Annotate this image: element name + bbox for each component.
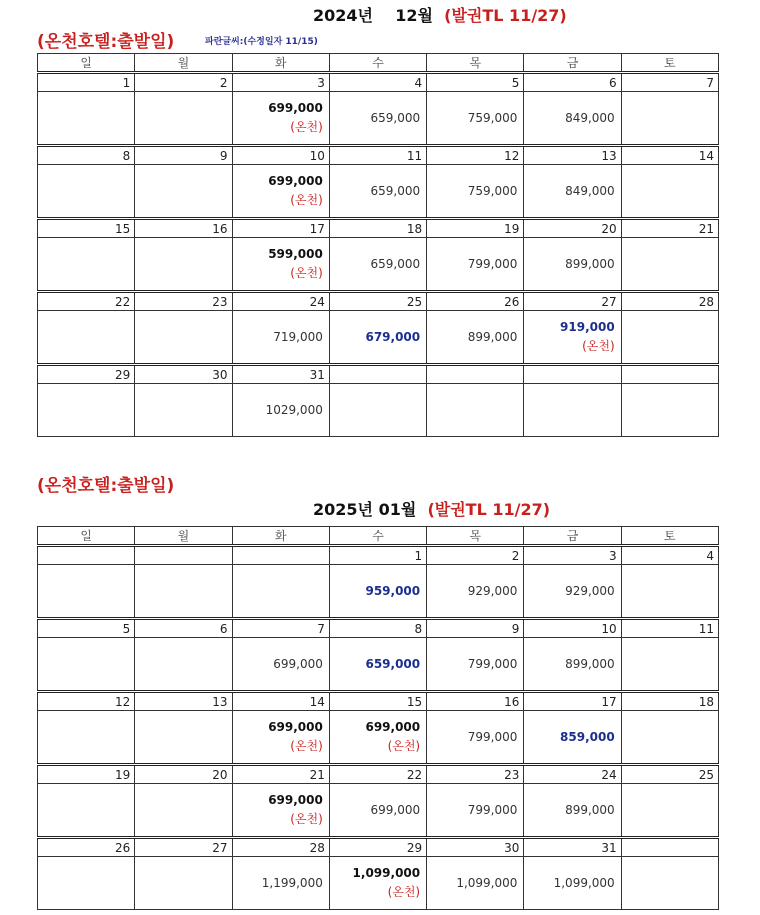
date-number: 18 [329, 219, 426, 238]
date-number: 22 [329, 765, 426, 784]
date-number: 7 [621, 73, 718, 92]
tour-price: 699,000 [370, 802, 421, 817]
date-number: 28 [621, 292, 718, 311]
calendar-january-2025 [37, 526, 719, 910]
date-number: 29 [329, 838, 426, 857]
date-number: 24 [524, 765, 621, 784]
date-number: 1 [38, 73, 135, 92]
onsen-tag: (온천) [387, 739, 421, 753]
date-number: 23 [427, 765, 524, 784]
price-cell [135, 384, 232, 437]
price-cell [232, 92, 329, 146]
title-month: 01월 [378, 500, 417, 519]
onsen-tag: (온천) [290, 193, 323, 207]
date-number: 14 [621, 146, 718, 165]
tour-price: 799,000 [467, 256, 518, 271]
tour-price: 699,000 [365, 720, 421, 734]
week-date-row [38, 619, 719, 638]
date-number: 5 [38, 619, 135, 638]
tour-price: 659,000 [365, 656, 421, 671]
onsen-tag: (온천) [290, 812, 323, 826]
price-cell [232, 311, 329, 365]
date-number: 21 [232, 765, 329, 784]
onsen-tag: (온천) [290, 266, 323, 280]
price-cell [524, 92, 621, 146]
week-date-row [38, 692, 719, 711]
price-cell [38, 311, 135, 365]
date-number: 28 [232, 838, 329, 857]
tour-price: 759,000 [467, 110, 518, 125]
price-cell [135, 711, 232, 765]
price-cell [427, 92, 524, 146]
date-number: 20 [135, 765, 232, 784]
date-number: 3 [524, 546, 621, 565]
weekday-header: 월 [135, 527, 232, 546]
date-number: 1 [329, 546, 426, 565]
date-number: 6 [135, 619, 232, 638]
date-number: 27 [524, 292, 621, 311]
tour-price: 1,099,000 [553, 875, 615, 890]
tour-price: 1,099,000 [352, 866, 421, 880]
tour-price: 659,000 [370, 110, 421, 125]
date-number [329, 365, 426, 384]
date-number: 31 [524, 838, 621, 857]
week-price-row [38, 784, 719, 838]
weekday-header: 일 [38, 54, 135, 73]
price-cell [524, 711, 621, 765]
date-number: 6 [524, 73, 621, 92]
date-number: 2 [135, 73, 232, 92]
week-price-row [38, 165, 719, 219]
tour-price: 849,000 [565, 110, 615, 125]
date-number: 17 [524, 692, 621, 711]
tour-price: 1,099,000 [456, 875, 518, 890]
tour-price: 799,000 [467, 729, 518, 744]
week-price-row [38, 638, 719, 692]
week-price-row [38, 711, 719, 765]
price-cell [38, 165, 135, 219]
date-number: 26 [38, 838, 135, 857]
week-price-row [38, 857, 719, 910]
date-number: 25 [621, 765, 718, 784]
price-cell [232, 565, 329, 619]
tour-price: 919,000 [560, 320, 615, 334]
price-cell [621, 638, 718, 692]
onsen-tag: (온천) [290, 120, 323, 134]
tour-price: 899,000 [565, 656, 615, 671]
tour-price: 859,000 [560, 729, 615, 744]
week-date-row [38, 838, 719, 857]
date-number: 29 [38, 365, 135, 384]
price-cell [329, 238, 426, 292]
tour-price: 799,000 [467, 656, 518, 671]
week-date-row [38, 73, 719, 92]
date-number: 3 [232, 73, 329, 92]
date-number: 19 [38, 765, 135, 784]
week-price-row [38, 92, 719, 146]
date-number: 4 [621, 546, 718, 565]
price-cell [38, 238, 135, 292]
price-cell [38, 384, 135, 437]
week-price-row [38, 238, 719, 292]
price-cell [38, 857, 135, 910]
price-cell [38, 711, 135, 765]
date-number [427, 365, 524, 384]
date-number: 8 [38, 146, 135, 165]
date-number: 25 [329, 292, 426, 311]
price-cell [38, 638, 135, 692]
week-price-row [38, 565, 719, 619]
weekday-header: 화 [232, 527, 329, 546]
tour-price: 659,000 [370, 183, 421, 198]
price-cell [232, 165, 329, 219]
date-number: 19 [427, 219, 524, 238]
price-cell [621, 857, 718, 910]
price-cell [524, 565, 621, 619]
date-number: 14 [232, 692, 329, 711]
weekday-header: 일 [38, 527, 135, 546]
price-cell [427, 638, 524, 692]
onsen-tag: (온천) [387, 885, 421, 899]
price-cell [621, 92, 718, 146]
price-cell [232, 857, 329, 910]
date-number: 9 [427, 619, 524, 638]
price-cell [329, 784, 426, 838]
price-cell [135, 311, 232, 365]
date-number: 24 [232, 292, 329, 311]
title-year: 2025년 [313, 500, 373, 519]
onsen-tag: (온천) [290, 739, 323, 753]
price-cell [38, 92, 135, 146]
price-cell [135, 92, 232, 146]
price-cell [621, 165, 718, 219]
weekday-header: 월 [135, 54, 232, 73]
tour-price: 929,000 [467, 583, 518, 598]
price-cell [135, 565, 232, 619]
date-number: 9 [135, 146, 232, 165]
price-cell [329, 565, 426, 619]
weekday-header-row [38, 54, 719, 73]
date-number: 18 [621, 692, 718, 711]
price-cell [232, 238, 329, 292]
week-price-row [38, 384, 719, 437]
week-date-row [38, 365, 719, 384]
date-number: 8 [329, 619, 426, 638]
date-number [232, 546, 329, 565]
onsen-tag: (온천) [582, 339, 615, 353]
price-cell [427, 311, 524, 365]
date-number: 27 [135, 838, 232, 857]
price-cell [232, 384, 329, 437]
tour-price: 699,000 [268, 793, 323, 807]
calendar-december-2024 [37, 53, 719, 437]
date-number: 21 [621, 219, 718, 238]
price-cell [38, 565, 135, 619]
price-cell [38, 784, 135, 838]
price-cell [621, 238, 718, 292]
price-cell [329, 165, 426, 219]
date-number: 11 [329, 146, 426, 165]
price-cell [524, 165, 621, 219]
date-number: 15 [329, 692, 426, 711]
price-cell [232, 784, 329, 838]
tour-price: 899,000 [565, 802, 615, 817]
tour-price: 679,000 [365, 329, 421, 344]
price-cell [524, 311, 621, 365]
date-number [38, 546, 135, 565]
tour-price: 799,000 [467, 802, 518, 817]
price-cell [427, 565, 524, 619]
price-cell [524, 238, 621, 292]
date-number: 10 [232, 146, 329, 165]
price-cell [135, 638, 232, 692]
price-cell [135, 784, 232, 838]
ticket-deadline: (발권TL 11/27) [427, 500, 551, 519]
price-cell [329, 711, 426, 765]
date-number: 16 [135, 219, 232, 238]
price-cell [427, 784, 524, 838]
price-cell [329, 92, 426, 146]
week-date-row [38, 292, 719, 311]
date-number: 13 [524, 146, 621, 165]
tour-price: 699,000 [268, 101, 323, 115]
title-month: 12월 [395, 6, 434, 25]
date-number [524, 365, 621, 384]
tour-price: 929,000 [565, 583, 615, 598]
date-number: 15 [38, 219, 135, 238]
calendar-title-january [313, 497, 550, 520]
price-cell [621, 711, 718, 765]
date-number [621, 838, 718, 857]
date-number: 16 [427, 692, 524, 711]
price-cell [427, 238, 524, 292]
week-date-row [38, 146, 719, 165]
price-cell [621, 311, 718, 365]
weekday-header: 목 [427, 527, 524, 546]
date-number: 4 [329, 73, 426, 92]
date-number: 7 [232, 619, 329, 638]
date-number: 31 [232, 365, 329, 384]
weekday-header: 수 [329, 527, 426, 546]
price-cell [621, 784, 718, 838]
tour-price: 699,000 [268, 174, 323, 188]
date-number: 26 [427, 292, 524, 311]
date-number: 30 [427, 838, 524, 857]
weekday-header-row [38, 527, 719, 546]
tour-price: 1029,000 [265, 402, 323, 417]
date-number: 17 [232, 219, 329, 238]
weekday-header: 금 [524, 54, 621, 73]
date-number: 2 [427, 546, 524, 565]
date-number [135, 546, 232, 565]
tour-price: 699,000 [273, 656, 323, 671]
price-cell [427, 711, 524, 765]
tour-price: 1,199,000 [261, 875, 323, 890]
weekday-header: 화 [232, 54, 329, 73]
week-date-row [38, 765, 719, 784]
ticket-deadline: (발권TL 11/27) [444, 6, 567, 25]
weekday-header: 수 [329, 54, 426, 73]
week-date-row [38, 546, 719, 565]
weekday-header: 목 [427, 54, 524, 73]
price-cell [135, 857, 232, 910]
title-year: 2024년 [313, 6, 373, 25]
tour-price: 849,000 [565, 183, 615, 198]
price-cell [621, 565, 718, 619]
tour-price: 899,000 [467, 329, 518, 344]
date-number: 12 [38, 692, 135, 711]
tour-price: 699,000 [268, 720, 323, 734]
date-number: 30 [135, 365, 232, 384]
onsen-hotel-label: (온천호텔:출발일) [37, 32, 175, 52]
price-cell [329, 857, 426, 910]
price-cell [427, 857, 524, 910]
tour-price: 659,000 [370, 256, 421, 271]
price-cell [621, 384, 718, 437]
date-number: 12 [427, 146, 524, 165]
price-cell [329, 311, 426, 365]
date-number: 20 [524, 219, 621, 238]
price-cell [329, 638, 426, 692]
date-number [621, 365, 718, 384]
price-cell [427, 384, 524, 437]
price-cell [524, 384, 621, 437]
calendar-title-december [313, 3, 567, 26]
tour-price: 959,000 [365, 583, 421, 598]
onsen-hotel-label: (온천호텔:출발일) [37, 476, 175, 496]
price-cell [524, 638, 621, 692]
tour-price: 759,000 [467, 183, 518, 198]
date-number: 22 [38, 292, 135, 311]
price-cell [329, 384, 426, 437]
price-cell [232, 711, 329, 765]
date-number: 10 [524, 619, 621, 638]
date-number: 23 [135, 292, 232, 311]
weekday-header: 토 [621, 54, 718, 73]
date-number: 11 [621, 619, 718, 638]
price-cell [524, 857, 621, 910]
price-cell [232, 638, 329, 692]
price-cell [427, 165, 524, 219]
tour-price: 899,000 [565, 256, 615, 271]
date-number: 13 [135, 692, 232, 711]
date-number: 5 [427, 73, 524, 92]
tour-price: 719,000 [273, 329, 323, 344]
tour-price: 599,000 [268, 247, 323, 261]
price-cell [524, 784, 621, 838]
weekday-header: 토 [621, 527, 718, 546]
price-cell [135, 238, 232, 292]
price-cell [135, 165, 232, 219]
week-date-row [38, 219, 719, 238]
blue-text-note: 파란글씨:(수정일자 11/15) [205, 37, 318, 47]
week-price-row [38, 311, 719, 365]
weekday-header: 금 [524, 527, 621, 546]
